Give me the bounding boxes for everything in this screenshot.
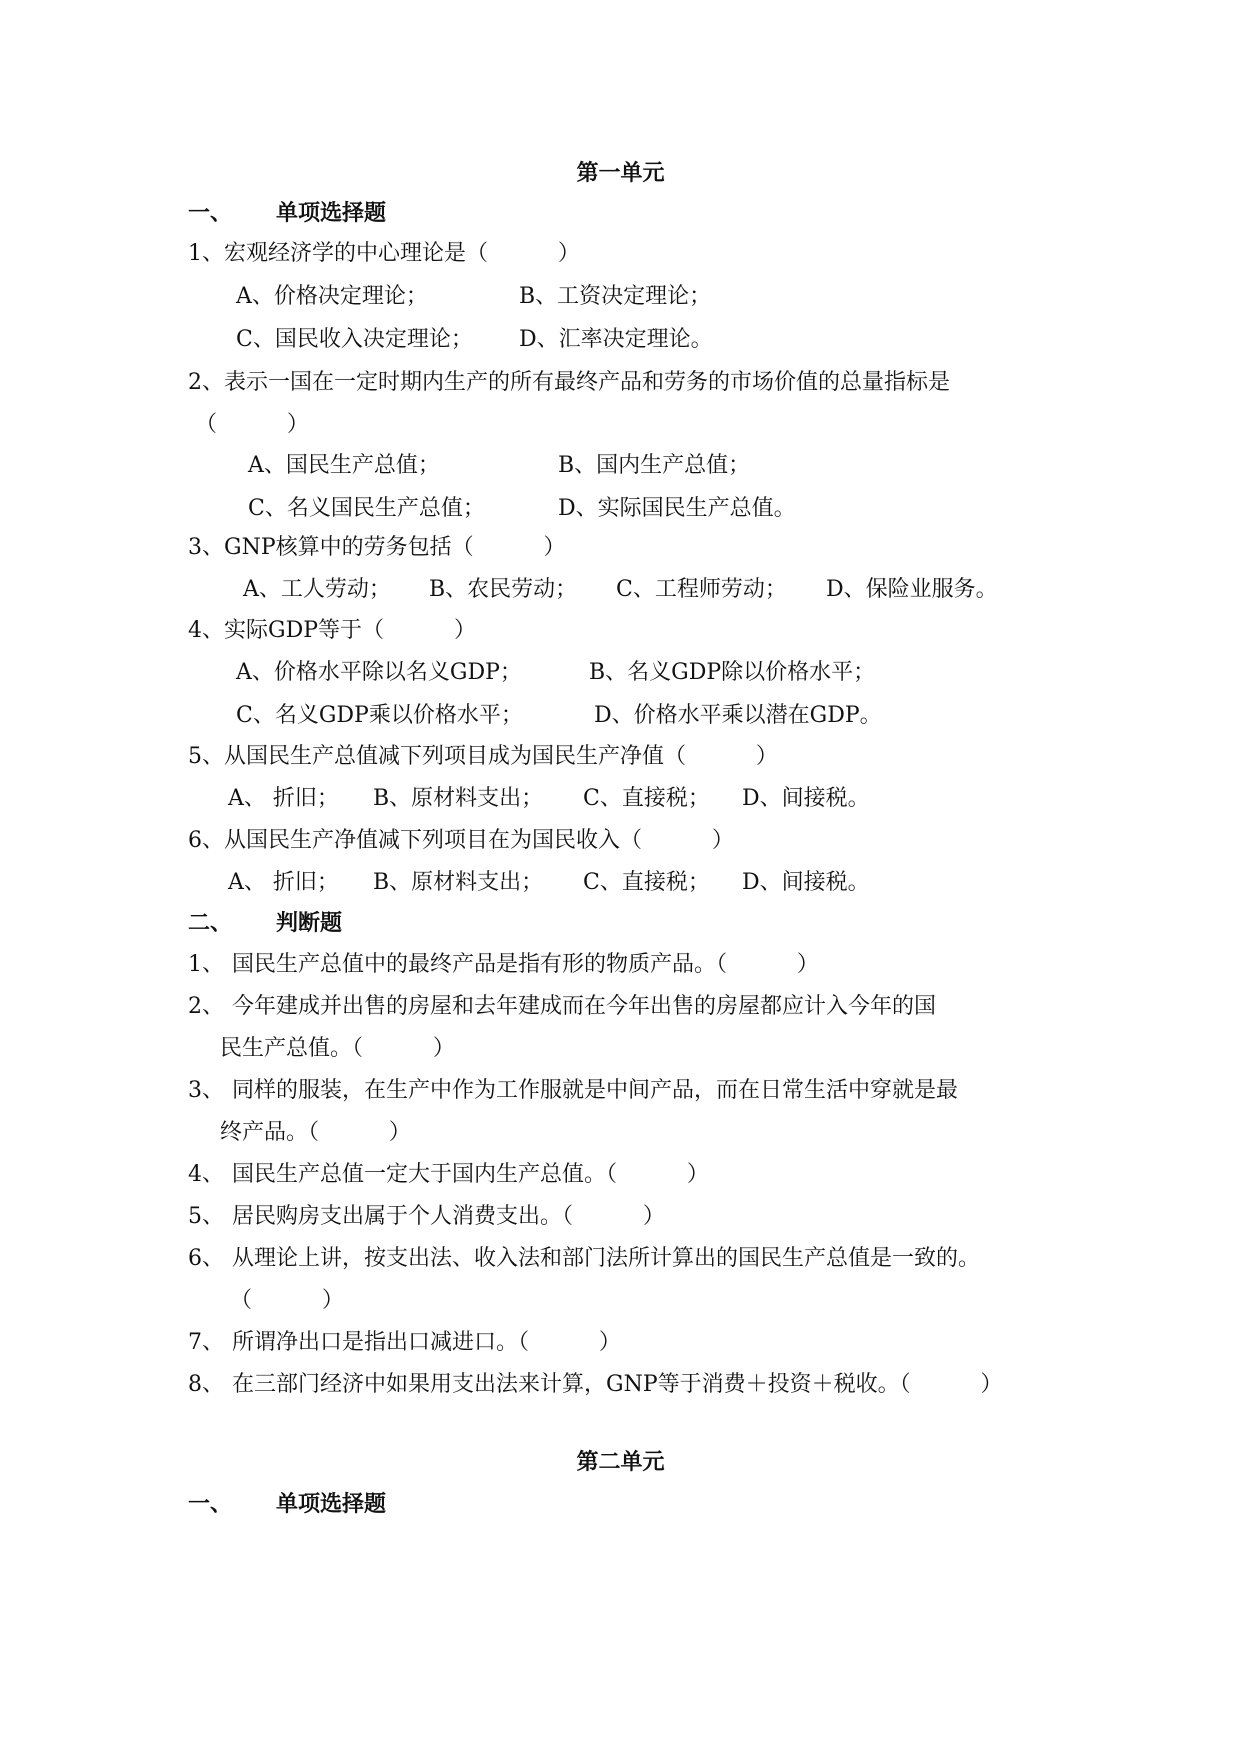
option: D、保险业服务。: [826, 577, 998, 602]
question-stem: 2、表示一国在一定时期内生产的所有最终产品和劳务的市场价值的总量指标是: [188, 370, 950, 395]
judgment-item-continued: 民生产总值。（ ）: [220, 1036, 455, 1061]
item-number: 4、: [188, 1162, 224, 1187]
judgment-item: 同样的服装，在生产中作为工作服就是中间产品，而在日常生活中穿就是最: [232, 1078, 959, 1103]
judgment-item: 国民生产总值中的最终产品是指有形的物质产品。（ ）: [232, 952, 819, 977]
item-number: 2、: [188, 994, 224, 1019]
judgment-item: 在三部门经济中如果用支出法来计算，GNP等于消费＋投资＋税收。（ ）: [232, 1372, 1003, 1397]
judgment-item: 从理论上讲，按支出法、收入法和部门法所计算出的国民生产总值是一致的。: [232, 1246, 981, 1271]
judgment-item: 今年建成并出售的房屋和去年建成而在今年出售的房屋都应计入今年的国: [232, 994, 937, 1019]
question-stem: 5、从国民生产总值减下列项目成为国民生产净值（ ）: [188, 744, 778, 769]
judgment-item: 居民购房支出属于个人消费支出。（ ）: [232, 1204, 665, 1229]
option: D、价格水平乘以潜在GDP。: [594, 703, 882, 728]
section-title: 单项选择题: [276, 200, 387, 226]
option: C、直接税；: [583, 870, 710, 895]
option: C、直接税；: [583, 786, 710, 811]
item-number: 3、: [188, 1078, 224, 1103]
option: A、价格决定理论；: [236, 284, 428, 309]
item-number: 1、: [188, 952, 224, 977]
option: B、农民劳动；: [429, 577, 578, 602]
option: C、国民收入决定理论；: [236, 327, 473, 352]
judgment-item-continued: （ ）: [230, 1288, 344, 1313]
option: A、国民生产总值；: [248, 453, 440, 478]
option: D、间接税。: [742, 870, 870, 895]
option: D、实际国民生产总值。: [558, 496, 796, 521]
judgment-item: 所谓净出口是指出口减进口。（ ）: [232, 1330, 621, 1355]
judgment-item-continued: 终产品。（ ）: [220, 1120, 411, 1145]
item-number: 6、: [188, 1246, 224, 1271]
option: D、汇率决定理论。: [519, 327, 713, 352]
unit-title: 第二单元: [576, 1449, 665, 1475]
section-number: 一、: [188, 200, 233, 226]
option: C、名义GDP乘以价格水平；: [236, 703, 523, 728]
option: A、 折旧；: [228, 870, 339, 895]
item-number: 5、: [188, 1204, 224, 1229]
option: B、国内生产总值；: [558, 453, 751, 478]
option: C、名义国民生产总值；: [248, 496, 485, 521]
option: A、工人劳动；: [243, 577, 391, 602]
section-title: 判断题: [276, 910, 343, 936]
item-number: 8、: [188, 1372, 224, 1397]
option: B、原材料支出；: [373, 786, 544, 811]
judgment-item: 国民生产总值一定大于国内生产总值。（ ）: [232, 1162, 709, 1187]
section-number: 一、: [188, 1491, 233, 1517]
question-stem-continued: （ ）: [195, 412, 309, 437]
question-stem: 6、从国民生产净值减下列项目在为国民收入（ ）: [188, 828, 734, 853]
question-stem: 3、GNP核算中的劳务包括（ ）: [188, 535, 566, 560]
option: C、工程师劳动；: [616, 577, 787, 602]
option: B、工资决定理论；: [519, 284, 712, 309]
section-number: 二、: [188, 910, 233, 936]
question-stem: 1、宏观经济学的中心理论是（ ）: [188, 241, 580, 266]
question-stem: 4、实际GDP等于（ ）: [188, 618, 476, 643]
option: D、间接税。: [742, 786, 870, 811]
option: A、价格水平除以名义GDP；: [236, 660, 522, 685]
option: B、原材料支出；: [373, 870, 544, 895]
section-title: 单项选择题: [276, 1491, 387, 1517]
option: A、 折旧；: [228, 786, 339, 811]
item-number: 7、: [188, 1330, 224, 1355]
unit-title: 第一单元: [576, 160, 665, 186]
option: B、名义GDP除以价格水平；: [589, 660, 876, 685]
